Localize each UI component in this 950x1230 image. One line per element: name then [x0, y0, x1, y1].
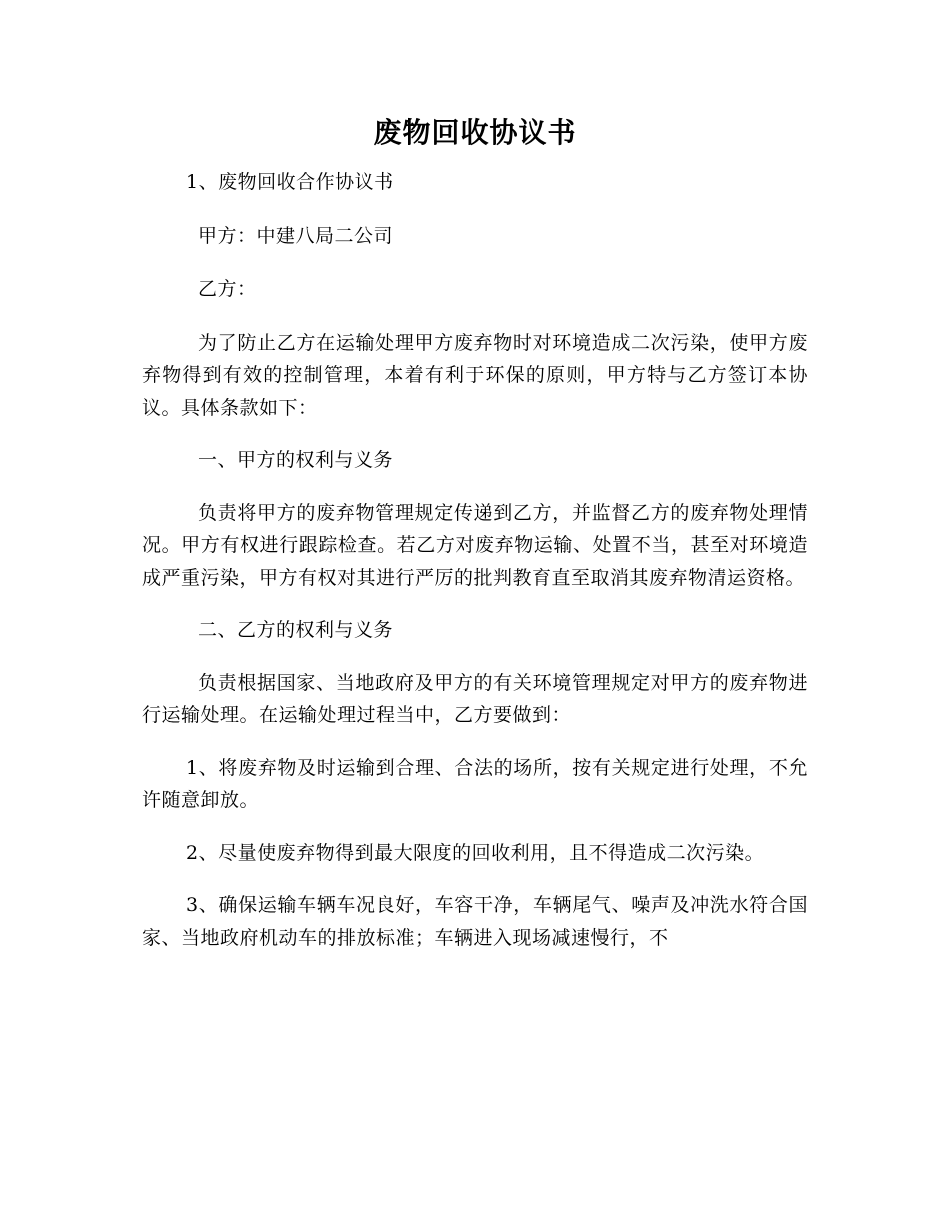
subtitle: 1、废物回收合作协议书 — [186, 171, 394, 193]
section1-body: 负责将甲方的废弃物管理规定传递到乙方，并监督乙方的废弃物处理情况。甲方有权进行跟踪检查。若乙方对废弃物运输、处置不当，甚至对环境造成严重污染，甲方有权对其进行严厉的批判教育直至取消其废弃物清运资格。 — [142, 501, 808, 589]
intro-paragraph: 为了防止乙方在运输处理甲方废弃物时对环境造成二次污染，使甲方废弃物得到有效的控制管理，本着有利于环保的原则，甲方特与乙方签订本协议。具体条款如下： — [142, 331, 808, 419]
section2-heading: 二、乙方的权利与义务 — [198, 619, 394, 641]
document-title: 废物回收协议书 — [373, 116, 577, 149]
section2-body: 负责根据国家、当地政府及甲方的有关环境管理规定对甲方的废弃物进行运输处理。在运输处理过程当中，乙方要做到： — [142, 671, 808, 726]
party-a: 甲方：中建八局二公司 — [198, 224, 394, 247]
list-item: 2、尽量使废弃物得到最大限度的回收利用，且不得造成二次污染。 — [186, 841, 765, 864]
list-item: 1、将废弃物及时运输到合理、合法的场所，按有关规定进行处理，不允许随意卸放。 — [142, 756, 808, 811]
party-b: 乙方： — [198, 278, 257, 300]
list-item: 3、确保运输车辆车况良好，车容干净，车辆尾气、噪声及冲洗水符合国家、当地政府机动车的排放标准；车辆进入现场减速慢行，不 — [142, 894, 808, 949]
document-body — [142, 166, 808, 954]
section1-heading: 一、甲方的权利与义务 — [198, 449, 394, 471]
